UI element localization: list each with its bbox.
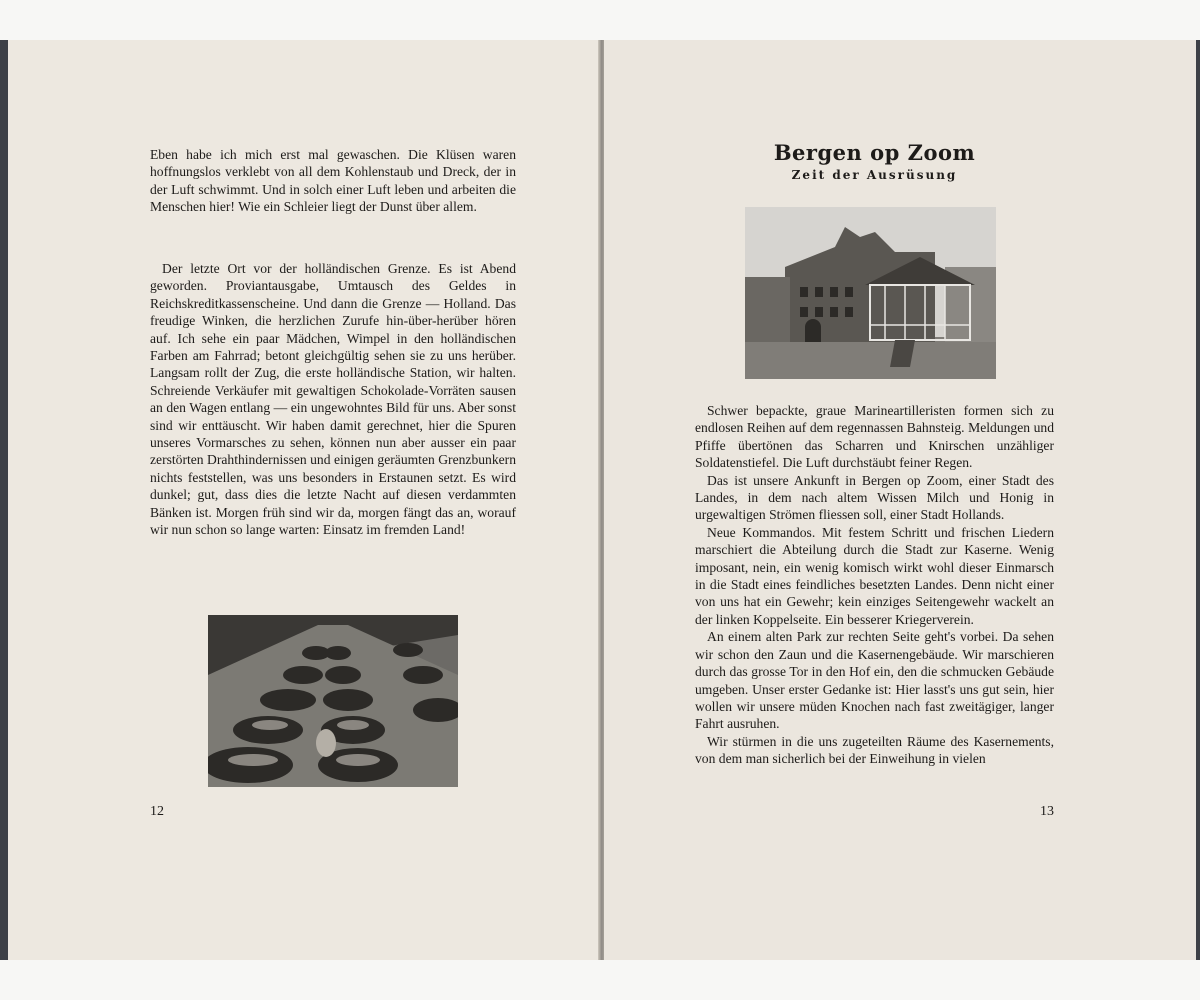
paragraph-text: An einem alten Park zur rechten Seite geht's vorbei. Da sehen wir schon den Zaun und die Kasernengebäude. Wir marschieren durch das grosse Tor in den Hof ein, den die schmucken Gebäude umgeben. Unser erster Gedanke ist: Hier lasst's uns gut sein, hier wollen wir unsere müden Knochen nach fast zweitägiger, langer Fahrt ausruhen. [695, 629, 1054, 732]
chapter-title: Bergen op Zoom [773, 140, 976, 165]
page-number: 13 [1040, 804, 1054, 819]
paragraph-text: Neue Kommandos. Mit festem Schritt und frischen Liedern marschiert die Abteilung durch die Stadt zur Kaserne. Wenig imposant, nein, ein wenig komisch wirkt wohl dieser Einmarsch in die Stadt eines feindliches besetzten Landes. Denn nicht einer von uns hat ein Gewehr; kein einziges Seitengewehr wackelt an der linken Koppelseite. Ein besserer Kriegerverein. [695, 524, 1054, 627]
paragraph-text: Eben habe ich mich erst mal gewaschen. Die Klüsen waren hoffnungslos verklebt von all dem Kohlenstaub und Dreck, der in der Luft schwimmt. Und in solch einer Luft leben und arbeiten die Menschen hier! Wie ein Schleier liegt der Dunst über allem. [150, 147, 516, 215]
photo-image [745, 207, 996, 379]
chapter-subtitle: Zeit der Ausrüsung [791, 168, 958, 182]
left-paragraph-1 [150, 146, 516, 216]
page-number: 12 [150, 804, 164, 819]
right-page [604, 40, 1196, 960]
photo-image [208, 615, 458, 787]
paragraph-text: Schwer bepackte, graue Marineartilleristen formen sich zu endlosen Reihen auf dem regennassen Bahnsteig. Meldungen und Pfiffe übertönen das Scharren und Knirschen unzähliger Soldatenstiefel. Die Luft durchstäubt feiner Regen. [695, 403, 1054, 471]
paragraph-text: Der letzte Ort vor der holländischen Grenze. Es ist Abend geworden. Proviantausgabe, Umtausch des Geldes in Reichskreditkassenscheine. Und dann die Grenze — Holland. Das freudige Winken, die herzlichen Zurufe hin-über-herüber hören auf. Ich sehe ein paar Mädchen, Wimpel in den holländischen Farben am Fahrrad; betont gleichgültig sehen sie zu uns herüber. Langsam rollt der Zug, die erste holländische Station, wir halten. Schreiende Verkäufer mit gewaltigen Schokolade-Vorräten sausen an den Wagen entlang — ein ungewohntes Bild für uns. Aber sonst sind wir enttäuscht. Wir haben damit gerechnet, hier die Spuren unseres Vormarsches zu sehen, können nun aber ausser ein paar zerstörten Drahthindernissen und einigen geräumten Grenzbunkern nichts feststellen, was uns besonders in Erstaunen setzt. Es wird dunkel; gut, dass dies die letzte Nacht auf diesen verdammten Bänken ist. Morgen früh sind wir da, morgen fängt das an, worauf wir nun schon so lange warten: Einsatz im fremden Land! [150, 261, 516, 538]
town-square-photo [745, 207, 996, 379]
soldiers-gear-photo [208, 615, 458, 787]
paragraph-text: Das ist unsere Ankunft in Bergen op Zoom, einer Stadt des Landes, in dem nach altem Wissen Milch und Honig in urgewaltigen Strömen fliessen soll, einer Stadt Hollands. [695, 472, 1054, 523]
left-paragraph-2 [150, 260, 516, 539]
left-page [8, 40, 600, 960]
paragraph-text: Wir stürmen in die uns zugeteilten Räume des Kasernements, von dem man sicherlich bei der Einweihung in vielen [695, 733, 1054, 767]
right-text-block [695, 402, 1054, 768]
